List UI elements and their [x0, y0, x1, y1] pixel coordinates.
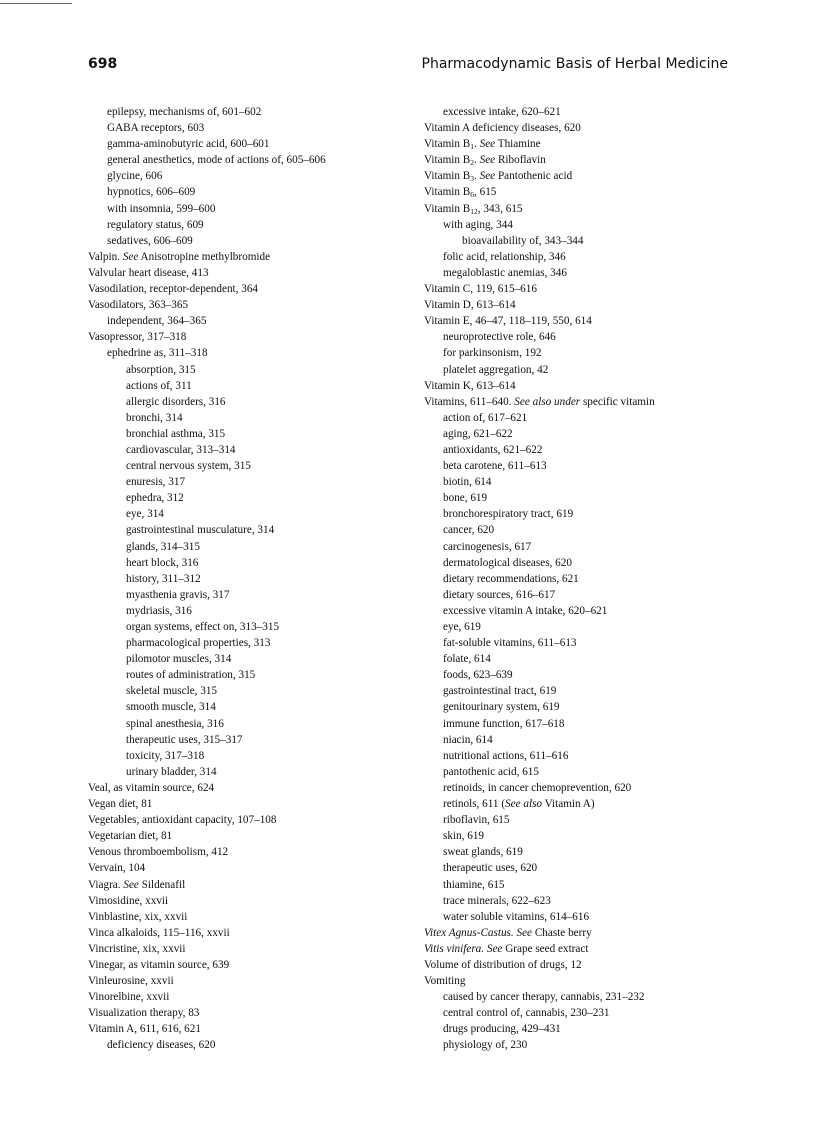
- index-entry: [88, 748, 418, 764]
- index-entry: [424, 265, 754, 281]
- index-entry: [424, 104, 754, 120]
- entry-text: Vinblastine, xix, xxvii: [88, 910, 188, 923]
- running-title: Pharmacodynamic Basis of Herbal Medicine: [421, 56, 728, 72]
- index-entry: [424, 297, 754, 313]
- index-entry: [88, 925, 418, 941]
- index-entry: [88, 394, 418, 410]
- entry-text: Vitamin D, 613–614: [424, 299, 516, 312]
- index-entry: [424, 635, 754, 651]
- entry-text: Vasodilation, receptor-dependent, 364: [88, 283, 259, 296]
- index-entry: [424, 442, 754, 458]
- index-entry: [88, 683, 418, 699]
- index-entry: [424, 796, 754, 812]
- entry-text: excessive vitamin A intake, 620–621: [443, 604, 608, 617]
- italic-text: See: [123, 878, 139, 891]
- entry-text: skeletal muscle, 315: [126, 685, 218, 698]
- entry-text: eye, 619: [443, 621, 481, 633]
- entry-text: Vinegar, as vitamin source, 639: [88, 958, 230, 971]
- index-entry: [88, 699, 418, 715]
- entry-text: Chaste berry: [532, 926, 592, 939]
- italic-text: See: [479, 138, 496, 151]
- entry-text: cardiovascular, 313–314: [126, 443, 236, 456]
- index-entry: [88, 973, 418, 989]
- index-entry: [88, 716, 418, 732]
- entry-text: bronchorespiratory tract, 619: [443, 508, 574, 521]
- index-entry: [424, 136, 754, 152]
- entry-text: cancer, 620: [443, 524, 495, 537]
- index-entry: [424, 458, 754, 474]
- index-entry: [88, 860, 418, 876]
- index-entry: [424, 152, 754, 168]
- index-entry: [424, 844, 754, 860]
- index-entry: [88, 651, 418, 667]
- index-entry: [88, 345, 418, 361]
- entry-text: Vegetables, antioxidant capacity, 107–108: [88, 814, 277, 827]
- subscript: 12: [470, 206, 478, 216]
- index-entry: [424, 989, 754, 1005]
- entry-text: Vitamin A deficiency diseases, 620: [424, 122, 581, 135]
- index-entry: [88, 152, 418, 168]
- entry-text: organ systems, effect on, 313–315: [126, 621, 280, 633]
- italic-text: See: [516, 926, 533, 939]
- entry-text: megaloblastic anemias, 346: [443, 266, 567, 279]
- entry-text: ephedra, 312: [126, 492, 184, 505]
- index-entry: [424, 571, 754, 587]
- entry-text: riboflavin, 615: [443, 814, 510, 827]
- index-entry: [424, 249, 754, 265]
- index-entry: [88, 136, 418, 152]
- index-column-left: [88, 104, 418, 1054]
- entry-text: genitourinary system, 619: [443, 701, 560, 714]
- entry-text: folate, 614: [443, 653, 491, 666]
- entry-text: Vincristine, xix, xxvii: [88, 942, 186, 955]
- entry-text: aging, 621–622: [443, 427, 513, 440]
- entry-text: neuroprotective role, 646: [443, 331, 556, 344]
- entry-text: dermatological diseases, 620: [443, 556, 572, 569]
- entry-text: smooth muscle, 314: [126, 701, 216, 714]
- index-entry: [88, 426, 418, 442]
- index-column-right: [424, 104, 754, 1054]
- index-entry: [424, 201, 754, 217]
- index-entry: [424, 474, 754, 490]
- entry-text: therapeutic uses, 315–317: [126, 733, 243, 746]
- entry-text: Vitamin B: [424, 138, 471, 151]
- index-entry: [88, 217, 418, 233]
- entry-text: beta carotene, 611–613: [443, 460, 547, 473]
- entry-text: with insomnia, 599–600: [107, 202, 216, 215]
- entry-text: foods, 623–639: [443, 669, 513, 682]
- entry-text: Visualization therapy, 83: [88, 1007, 200, 1020]
- entry-text: absorption, 315: [126, 363, 196, 376]
- index-entry: [424, 394, 754, 410]
- entry-text: enuresis, 317: [126, 476, 186, 489]
- index-entry: [424, 426, 754, 442]
- entry-text: regulatory status, 609: [107, 218, 204, 231]
- index-entry: [88, 1021, 418, 1037]
- entry-text: , 615: [474, 186, 497, 199]
- entry-text: Vitamins, 611–640.: [424, 395, 515, 408]
- entry-text: epilepsy, mechanisms of, 601–602: [107, 106, 262, 118]
- entry-text: action of, 617–621: [443, 411, 528, 424]
- index-entry: [88, 603, 418, 619]
- index-entry: [424, 217, 754, 233]
- entry-text: caused by cancer therapy, cannabis, 231–232: [443, 991, 645, 1004]
- index-entry: [424, 941, 754, 957]
- index-entry: [424, 860, 754, 876]
- subscript: 3: [470, 174, 475, 184]
- index-entry: [424, 780, 754, 796]
- index-entry: [424, 410, 754, 426]
- index-entry: [88, 458, 418, 474]
- index-entry: [424, 120, 754, 136]
- entry-text: urinary bladder, 314: [126, 765, 217, 778]
- subscript: 6: [470, 190, 475, 200]
- index-entry: [88, 893, 418, 909]
- entry-text: Vasopressor, 317–318: [88, 331, 187, 344]
- entry-text: Vervain, 104: [88, 862, 146, 875]
- entry-text: nutritional actions, 611–616: [443, 749, 569, 762]
- entry-text: Anisotropine methylbromide: [138, 250, 271, 263]
- entry-text: bioavailability of, 343–344: [462, 234, 584, 247]
- index-entry: [88, 555, 418, 571]
- entry-text: central nervous system, 315: [126, 460, 251, 473]
- entry-text: glands, 314–315: [126, 540, 200, 553]
- index-entry: [424, 1037, 754, 1053]
- entry-text: immune function, 617–618: [443, 717, 565, 730]
- entry-text: gastrointestinal musculature, 314: [126, 524, 275, 537]
- entry-text: deficiency diseases, 620: [107, 1039, 216, 1052]
- entry-text: bronchi, 314: [126, 411, 183, 424]
- entry-text: gastrointestinal tract, 619: [443, 685, 557, 698]
- index-entry: [424, 925, 754, 941]
- index-entry: [88, 844, 418, 860]
- index-entry: [88, 571, 418, 587]
- index-entry: [424, 973, 754, 989]
- index-entry: [424, 522, 754, 538]
- entry-text: dietary recommendations, 621: [443, 572, 579, 585]
- index-entry: [88, 474, 418, 490]
- subscript: 1: [470, 142, 475, 152]
- entry-text: Vimosidine, xxvii: [88, 894, 169, 907]
- entry-text: platelet aggregation, 42: [443, 363, 549, 376]
- entry-text: allergic disorders, 316: [126, 395, 226, 408]
- entry-text: pilomotor muscles, 314: [126, 653, 232, 666]
- index-entry: [88, 796, 418, 812]
- entry-text: carcinogenesis, 617: [443, 540, 532, 553]
- index-entry: [88, 281, 418, 297]
- entry-text: thiamine, 615: [443, 878, 505, 891]
- index-entry: [424, 716, 754, 732]
- index-entry: [424, 490, 754, 506]
- entry-text: Sildenafil: [138, 878, 186, 891]
- entry-text: .: [474, 154, 480, 167]
- entry-text: Thiamine: [495, 138, 541, 151]
- entry-text: Pantothenic acid: [495, 170, 573, 183]
- entry-text: excessive intake, 620–621: [443, 106, 561, 118]
- entry-text: independent, 364–365: [107, 315, 207, 328]
- index-entry: [424, 378, 754, 394]
- entry-text: Vitamin C, 119, 615–616: [424, 283, 537, 296]
- entry-text: Volume of distribution of drugs, 12: [424, 958, 582, 971]
- italic-text: See: [486, 942, 503, 955]
- index-entry: [424, 362, 754, 378]
- index-entry: [424, 683, 754, 699]
- index-entry: [88, 635, 418, 651]
- index-entry: [88, 120, 418, 136]
- entry-text: bronchial asthma, 315: [126, 427, 226, 440]
- index-entry: [88, 619, 418, 635]
- index-entry: [424, 506, 754, 522]
- entry-text: water soluble vitamins, 614–616: [443, 910, 590, 923]
- entry-text: physiology of, 230: [443, 1039, 528, 1052]
- index-entry: [88, 233, 418, 249]
- entry-text: general anesthetics, mode of actions of, 605–606: [107, 154, 326, 167]
- entry-text: biotin, 614: [443, 476, 492, 489]
- entry-text: Vitamin A): [542, 798, 595, 811]
- entry-text: Valpin.: [88, 250, 123, 263]
- index-entry: [424, 603, 754, 619]
- index-entry: [88, 732, 418, 748]
- entry-text: gamma-aminobutyric acid, 600–601: [107, 138, 270, 151]
- entry-text: Vitamin B: [424, 202, 471, 215]
- index-entry: [88, 812, 418, 828]
- entry-text: Valvular heart disease, 413: [88, 266, 209, 279]
- entry-text: folic acid, relationship, 346: [443, 250, 566, 263]
- index-entry: [88, 297, 418, 313]
- entry-text: trace minerals, 622–623: [443, 894, 551, 907]
- subscript: 2: [470, 158, 475, 168]
- entry-text: , 343, 615: [477, 202, 523, 215]
- entry-text: spinal anesthesia, 316: [126, 717, 224, 730]
- entry-text: Vitamin B: [424, 186, 471, 199]
- index-entry: [88, 941, 418, 957]
- entry-text: sedatives, 606–609: [107, 234, 193, 247]
- italic-text: See also: [505, 798, 543, 811]
- index-entry: [88, 410, 418, 426]
- index-entry: [88, 587, 418, 603]
- index-entry: [424, 651, 754, 667]
- entry-text: pharmacological properties, 313: [126, 637, 271, 650]
- index-entry: [424, 539, 754, 555]
- index-entry: [424, 909, 754, 925]
- entry-text: dietary sources, 616–617: [443, 588, 556, 601]
- index-entry: [424, 957, 754, 973]
- index-entry: [424, 1005, 754, 1021]
- index-entry: [88, 249, 418, 265]
- index-entry: [88, 957, 418, 973]
- index-entry: [424, 764, 754, 780]
- entry-text: specific vitamin: [580, 395, 655, 408]
- page-header: [88, 56, 728, 78]
- entry-text: Vitamin K, 613–614: [424, 379, 516, 392]
- entry-text: Vegetarian diet, 81: [88, 830, 173, 843]
- entry-text: Vasodilators, 363–365: [88, 299, 189, 312]
- index-entry: [424, 587, 754, 603]
- entry-text: routes of administration, 315: [126, 669, 256, 682]
- index-entry: [88, 313, 418, 329]
- italic-text: See: [479, 154, 496, 167]
- index-entry: [88, 764, 418, 780]
- italic-text: See: [122, 250, 139, 263]
- index-entry: [424, 877, 754, 893]
- index-entry: [88, 184, 418, 200]
- index-entry: [424, 184, 754, 200]
- entry-text: Vegan diet, 81: [88, 798, 153, 811]
- entry-text: eye, 314: [126, 508, 164, 521]
- index-entry: [424, 555, 754, 571]
- index-entry: [424, 748, 754, 764]
- entry-text: retinols, 611 (: [443, 798, 506, 811]
- italic-text: See also under: [514, 395, 581, 408]
- entry-text: skin, 619: [443, 830, 485, 843]
- entry-text: Vitamin E, 46–47, 118–119, 550, 614: [424, 315, 592, 328]
- index-entry: [424, 329, 754, 345]
- italic-text: See: [479, 170, 496, 183]
- entry-text: fat-soluble vitamins, 611–613: [443, 637, 577, 650]
- entry-text: glycine, 606: [107, 170, 163, 183]
- index-entry: [424, 345, 754, 361]
- index-entry: [88, 1037, 418, 1053]
- index-entry: [424, 699, 754, 715]
- entry-text: myasthenia gravis, 317: [126, 588, 230, 601]
- entry-text: history, 311–312: [126, 572, 201, 585]
- italic-text: Vitis vinifera.: [424, 942, 485, 955]
- index-entry: [424, 168, 754, 184]
- entry-text: therapeutic uses, 620: [443, 862, 538, 875]
- entry-text: Grape seed extract: [502, 942, 589, 955]
- entry-text: .: [474, 138, 480, 151]
- entry-text: Vomiting: [424, 975, 466, 988]
- index-entry: [88, 539, 418, 555]
- entry-text: Vitamin B: [424, 170, 471, 183]
- entry-text: Riboflavin: [495, 154, 546, 167]
- entry-text: heart block, 316: [126, 556, 199, 569]
- entry-text: Viagra.: [88, 878, 124, 891]
- index-entry: [88, 877, 418, 893]
- index-entry: [424, 233, 754, 249]
- index-entry: [88, 828, 418, 844]
- entry-text: Vitamin B: [424, 154, 471, 167]
- index-entry: [88, 522, 418, 538]
- entry-text: antioxidants, 621–622: [443, 443, 543, 456]
- entry-text: bone, 619: [443, 492, 488, 505]
- entry-text: Venous thromboembolism, 412: [88, 846, 229, 859]
- index-entry: [88, 989, 418, 1005]
- index-entry: [88, 1005, 418, 1021]
- entry-text: drugs producing, 429–431: [443, 1023, 561, 1036]
- index-entry: [88, 667, 418, 683]
- index-entry: [88, 490, 418, 506]
- entry-text: sweat glands, 619: [443, 846, 523, 859]
- index-entry: [424, 667, 754, 683]
- index-entry: [88, 265, 418, 281]
- entry-text: ephedrine as, 311–318: [107, 347, 208, 360]
- entry-text: pantothenic acid, 615: [443, 765, 539, 778]
- entry-text: actions of, 311: [126, 379, 192, 392]
- index-entry: [424, 1021, 754, 1037]
- index-entry: [424, 732, 754, 748]
- entry-text: Vinleurosine, xxvii: [88, 975, 174, 988]
- page-number: 698: [88, 56, 118, 72]
- entry-text: Vitamin A, 611, 616, 621: [88, 1023, 201, 1036]
- entry-text: niacin, 614: [443, 733, 493, 746]
- index-entry: [88, 362, 418, 378]
- entry-text: Vinorelbine, xxvii: [88, 991, 170, 1004]
- entry-text: mydriasis, 316: [126, 604, 192, 617]
- index-entry: [424, 828, 754, 844]
- index-entry: [424, 619, 754, 635]
- entry-text: toxicity, 317–318: [126, 749, 205, 762]
- index-entry: [424, 281, 754, 297]
- entry-text: for parkinsonism, 192: [443, 347, 542, 360]
- entry-text: hypnotics, 606–609: [107, 186, 196, 199]
- index-entry: [88, 442, 418, 458]
- index-entry: [88, 780, 418, 796]
- entry-text: central control of, cannabis, 230–231: [443, 1007, 610, 1020]
- index-entry: [88, 104, 418, 120]
- entry-text: retinoids, in cancer chemoprevention, 620: [443, 781, 632, 794]
- entry-text: Vinca alkaloids, 115–116, xxvii: [88, 926, 230, 939]
- index-entry: [88, 909, 418, 925]
- index-entry: [424, 893, 754, 909]
- entry-text: .: [474, 170, 480, 183]
- index-entry: [88, 506, 418, 522]
- entry-text: GABA receptors, 603: [107, 122, 205, 135]
- index-entry: [88, 378, 418, 394]
- index-entry: [88, 201, 418, 217]
- entry-text: with aging, 344: [443, 218, 513, 231]
- index-entry: [424, 313, 754, 329]
- index-entry: [424, 812, 754, 828]
- corner-rule: [0, 0, 72, 4]
- index-entry: [88, 168, 418, 184]
- index-entry: [88, 329, 418, 345]
- italic-text: Vitex Agnus-Castus.: [424, 926, 514, 939]
- entry-text: Veal, as vitamin source, 624: [88, 781, 215, 794]
